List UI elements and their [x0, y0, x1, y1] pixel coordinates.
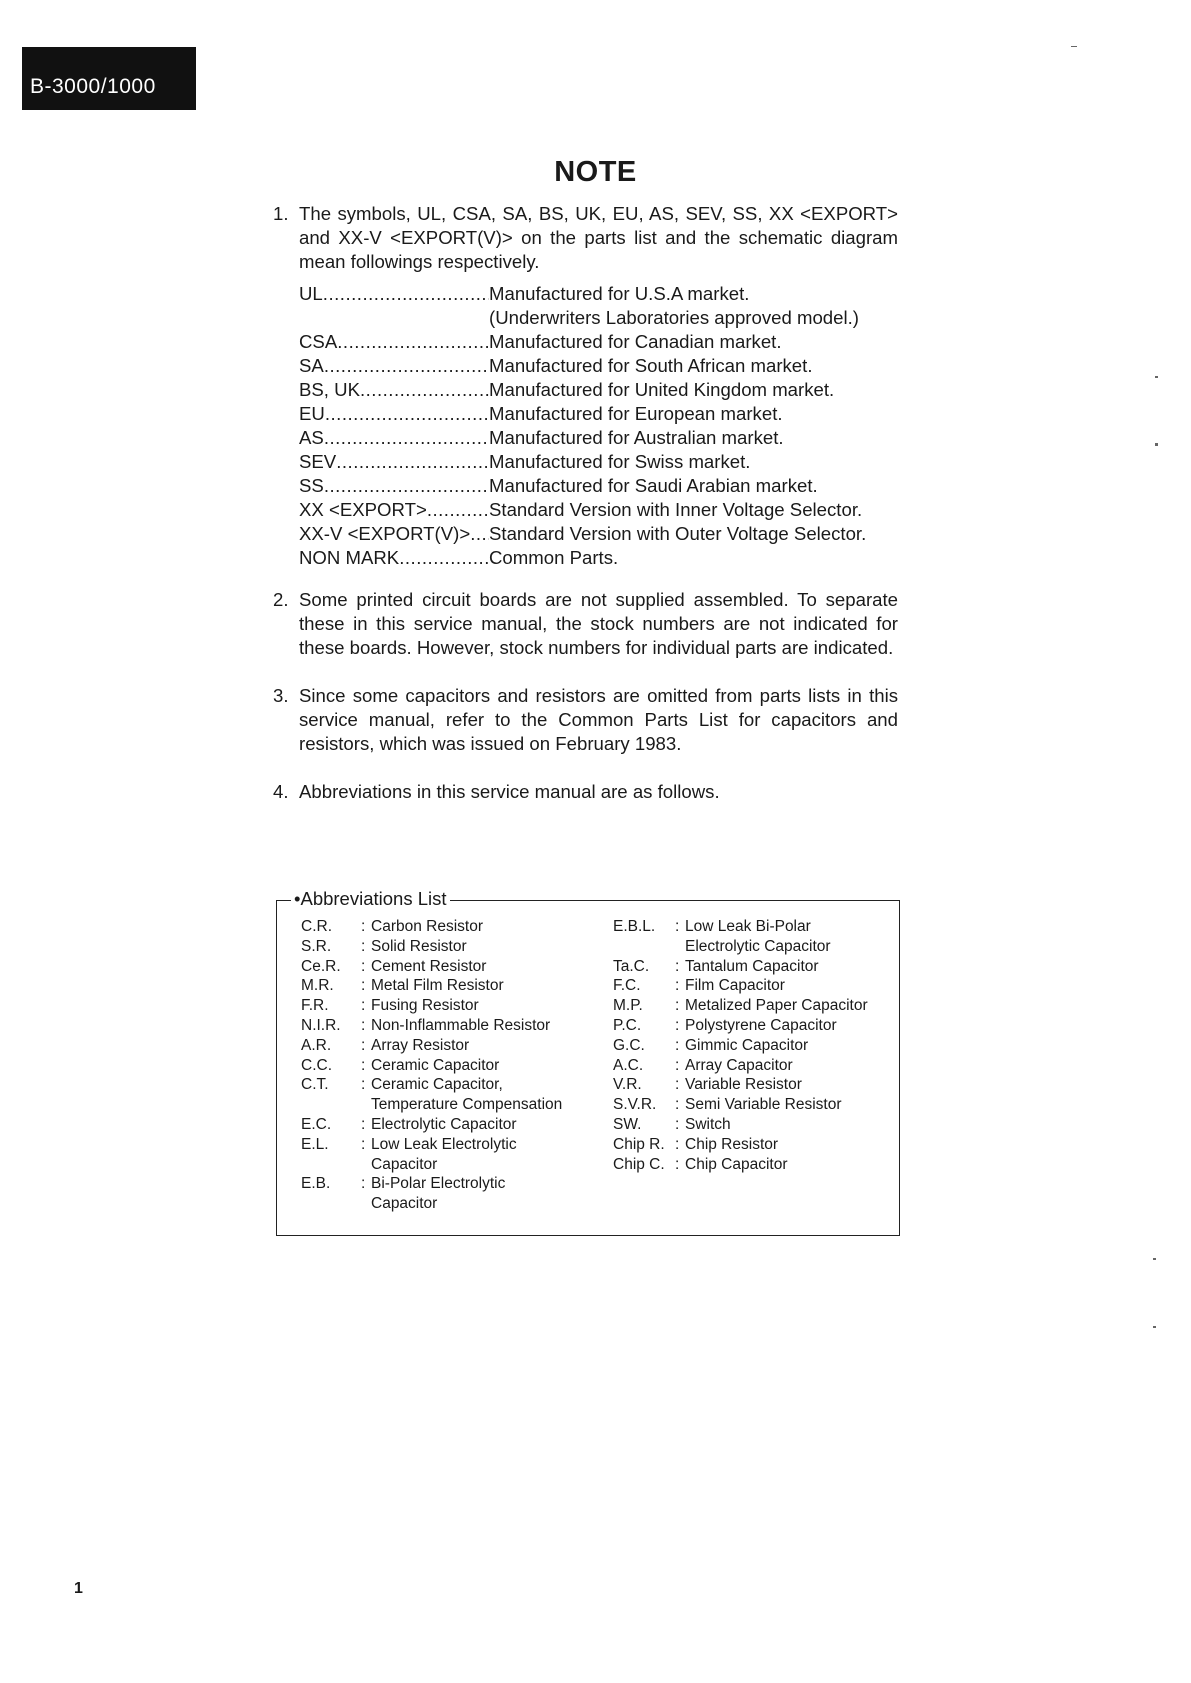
abbreviation-description: : Electrolytic Capacitor	[361, 1115, 601, 1135]
abbreviation-code: F.R.	[301, 997, 329, 1015]
abbreviation-row	[301, 917, 601, 937]
abbreviation-description: : Ceramic Capacitor,	[361, 1075, 601, 1095]
abbreviation-row	[301, 1016, 601, 1036]
symbol-row	[299, 426, 898, 450]
symbol-code: SEV	[299, 451, 337, 472]
symbol-row	[299, 378, 898, 402]
leader-dots	[336, 450, 489, 474]
abbreviation-entry	[301, 1075, 601, 1115]
abbreviation-description: : Film Capacitor	[675, 976, 893, 996]
abbreviation-description: : Gimmic Capacitor	[675, 1036, 893, 1056]
symbol-key	[299, 474, 489, 498]
abbreviation-description: : Solid Resistor	[361, 937, 601, 957]
abbreviation-code: Ce.R.	[301, 957, 341, 975]
abbreviation-description: : Metal Film Resistor	[361, 976, 601, 996]
symbol-meaning: Manufactured for Canadian market.	[489, 331, 782, 352]
symbol-code: SS	[299, 475, 324, 496]
abbreviation-row	[301, 1036, 601, 1056]
scan-speck	[1153, 1326, 1156, 1328]
symbol-key	[299, 306, 489, 330]
symbol-key	[299, 426, 489, 450]
symbol-meaning: (Underwriters Laboratories approved model.)	[489, 307, 859, 328]
abbreviation-entry	[613, 1036, 893, 1056]
symbol-key	[299, 330, 489, 354]
abbreviation-row-cont	[301, 1155, 601, 1175]
abbreviation-description: : Array Resistor	[361, 1036, 601, 1056]
symbol-code: XX <EXPORT>	[299, 499, 427, 520]
abbreviation-row-cont	[301, 1095, 601, 1115]
abbreviation-row-cont	[301, 1194, 601, 1214]
symbol-code: XX-V <EXPORT(V)>	[299, 523, 471, 544]
scan-speck	[1155, 443, 1158, 446]
scan-speck	[1153, 1258, 1156, 1260]
note-item-2	[273, 588, 898, 660]
abbreviation-entry	[613, 1095, 893, 1115]
abbreviation-code: E.B.L.	[613, 918, 656, 935]
abbreviation-entry	[301, 957, 601, 977]
symbol-row	[299, 282, 898, 306]
note-text: Some printed circuit boards are not supplied assembled. To separate these in this service manual, the stock numbers are not indicated for these boards. However, stock numbers for individual parts are indicated.	[299, 589, 898, 658]
abbreviation-description: : Cement Resistor	[361, 957, 601, 977]
abbreviation-code: S.R.	[301, 937, 332, 955]
abbreviation-code: M.R.	[301, 977, 334, 995]
abbreviation-code: A.C.	[613, 1056, 644, 1074]
abbreviation-row	[613, 996, 893, 1016]
abbreviation-entry	[613, 1155, 893, 1175]
abbreviation-row	[301, 1115, 601, 1135]
abbreviation-row	[301, 1056, 601, 1076]
note-text: Since some capacitors and resistors are omitted from parts lists in this service manual, refer to the Common Parts List for capacitors and resistors, which was issued on February 1983.	[299, 685, 898, 754]
abbreviation-entry	[613, 1056, 893, 1076]
abbreviation-description: : Tantalum Capacitor	[675, 957, 893, 977]
leader-dots	[324, 474, 489, 498]
symbol-meaning: Manufactured for United Kingdom market.	[489, 379, 835, 400]
notes-content	[273, 202, 898, 804]
symbol-code: AS	[299, 427, 324, 448]
abbreviation-description: : Array Capacitor	[675, 1056, 893, 1076]
abbreviation-row	[301, 1135, 601, 1155]
abbreviation-description: : Chip Capacitor	[675, 1155, 893, 1175]
abbreviation-row	[613, 976, 893, 996]
symbol-table	[299, 282, 898, 570]
abbreviation-code: V.R.	[613, 1076, 642, 1094]
abbreviation-description: : Low Leak Bi-Polar	[675, 917, 893, 937]
abbreviation-entry	[301, 1016, 601, 1036]
abbreviation-description: : Bi-Polar Electrolytic	[361, 1174, 601, 1194]
note-number: 4.	[273, 781, 289, 802]
abbreviation-description: : Ceramic Capacitor	[361, 1056, 601, 1076]
symbol-row	[299, 474, 898, 498]
abbreviation-entry	[301, 1036, 601, 1056]
abbreviation-row	[301, 996, 601, 1016]
abbreviation-entry	[613, 957, 893, 977]
abbreviation-code: Chip C.	[613, 1155, 665, 1173]
abbreviations-legend: •Abbreviations List	[291, 887, 450, 911]
leader-dots	[324, 354, 489, 378]
scan-speck	[1071, 46, 1077, 47]
abbreviation-row	[301, 976, 601, 996]
abbreviation-code: E.B.	[301, 1175, 331, 1193]
symbol-meaning: Manufactured for South African market.	[489, 355, 813, 376]
model-header-tab	[22, 47, 196, 110]
abbreviation-description: : Polystyrene Capacitor	[675, 1016, 893, 1036]
page-number: 1	[74, 1580, 83, 1597]
abbreviation-description-cont: Electrolytic Capacitor	[685, 937, 831, 955]
abbreviation-row	[613, 1016, 893, 1036]
abbreviation-code: F.C.	[613, 977, 641, 995]
note-item-4	[273, 780, 898, 804]
abbreviation-code: A.R.	[301, 1036, 332, 1054]
note-item-3	[273, 684, 898, 756]
symbol-key	[299, 354, 489, 378]
symbol-meaning: Manufactured for European market.	[489, 403, 783, 424]
symbol-meaning: Manufactured for U.S.A market.	[489, 283, 750, 304]
abbreviation-row	[613, 1115, 893, 1135]
note-number: 1.	[273, 203, 289, 224]
leader-dots	[399, 546, 489, 570]
note-text: Abbreviations in this service manual are as follows.	[299, 781, 720, 802]
abbreviation-description: : Non-Inflammable Resistor	[361, 1016, 601, 1036]
abbreviation-row	[613, 957, 893, 977]
abbreviation-description: : Semi Variable Resistor	[675, 1095, 893, 1115]
symbol-row	[299, 402, 898, 426]
abbreviation-row	[301, 957, 601, 977]
abbreviation-description-cont: Capacitor	[371, 1155, 438, 1173]
abbreviation-description: : Carbon Resistor	[361, 917, 601, 937]
abbreviation-entry	[613, 1016, 893, 1036]
symbol-meaning: Manufactured for Swiss market.	[489, 451, 751, 472]
leader-dots	[360, 378, 489, 402]
abbreviation-row	[613, 1056, 893, 1076]
abbreviation-code-spacer	[613, 937, 675, 957]
abbreviation-row	[301, 1075, 601, 1095]
abbreviation-entry	[613, 996, 893, 1016]
symbol-meaning: Manufactured for Saudi Arabian market.	[489, 475, 818, 496]
symbol-meaning: Manufactured for Australian market.	[489, 427, 784, 448]
abbreviation-code: S.V.R.	[613, 1096, 657, 1114]
symbol-key	[299, 378, 489, 402]
symbol-row	[299, 522, 898, 546]
abbreviation-row	[613, 1135, 893, 1155]
abbreviation-code: P.C.	[613, 1016, 642, 1034]
symbol-meaning: Standard Version with Outer Voltage Selector.	[489, 523, 867, 544]
symbol-code: SA	[299, 355, 324, 376]
symbol-key	[299, 282, 489, 306]
leader-dots	[323, 282, 489, 306]
model-label: B-3000/1000	[30, 74, 156, 98]
leader-dots	[324, 426, 489, 450]
abbreviation-code: M.P.	[613, 997, 643, 1015]
symbol-meaning: Common Parts.	[489, 547, 619, 568]
abbreviation-row	[613, 1095, 893, 1115]
abbreviation-entry	[613, 976, 893, 996]
abbreviation-code: C.T.	[301, 1076, 329, 1094]
abbreviation-code-spacer	[301, 1095, 361, 1115]
abbreviations-right-column	[613, 917, 893, 1174]
abbreviation-entry	[613, 1115, 893, 1135]
abbreviation-code: Ta.C.	[613, 957, 650, 975]
leader-dots	[337, 330, 489, 354]
note-item-1	[273, 202, 898, 570]
abbreviation-entry	[301, 937, 601, 957]
abbreviation-description-cont: Capacitor	[371, 1195, 438, 1213]
abbreviation-row	[613, 1075, 893, 1095]
abbreviation-entry	[613, 1135, 893, 1155]
abbreviation-entry	[301, 1056, 601, 1076]
symbol-row	[299, 546, 898, 570]
abbreviation-code: C.R.	[301, 918, 332, 935]
symbol-row	[299, 330, 898, 354]
symbol-key	[299, 498, 489, 522]
abbreviation-description-cont: Temperature Compensation	[371, 1096, 563, 1114]
symbol-row	[299, 354, 898, 378]
note-number: 2.	[273, 589, 289, 610]
abbreviations-left-column	[301, 917, 601, 1214]
symbol-key	[299, 546, 489, 570]
symbol-row	[299, 450, 898, 474]
abbreviation-entry	[301, 976, 601, 996]
abbreviation-code: Chip R.	[613, 1135, 665, 1153]
abbreviation-code: E.C.	[301, 1115, 332, 1133]
leader-dots	[470, 522, 489, 546]
abbreviation-description: : Metalized Paper Capacitor	[675, 996, 893, 1016]
abbreviation-entry	[613, 1075, 893, 1095]
abbreviation-description: : Chip Resistor	[675, 1135, 893, 1155]
abbreviation-description: : Switch	[675, 1115, 893, 1135]
abbreviation-entry	[301, 1174, 601, 1214]
abbreviation-entry	[301, 917, 601, 937]
abbreviations-list	[276, 888, 900, 1236]
abbreviation-code: N.I.R.	[301, 1016, 341, 1034]
abbreviation-code: C.C.	[301, 1056, 332, 1074]
abbreviation-code: G.C.	[613, 1036, 645, 1054]
abbreviation-row	[613, 917, 893, 937]
abbreviation-code-spacer	[301, 1194, 361, 1214]
abbreviation-row	[301, 937, 601, 957]
symbol-key	[299, 522, 489, 546]
symbol-key	[299, 450, 489, 474]
symbol-code: NON MARK	[299, 547, 400, 568]
abbreviation-description: : Low Leak Electrolytic	[361, 1135, 601, 1155]
symbol-key	[299, 402, 489, 426]
leader-dots	[427, 498, 489, 522]
symbol-row	[299, 306, 898, 330]
abbreviation-row	[301, 1174, 601, 1194]
symbol-meaning: Standard Version with Inner Voltage Selector.	[489, 499, 863, 520]
abbreviation-code: E.L.	[301, 1135, 329, 1153]
abbreviation-entry	[301, 1135, 601, 1175]
abbreviation-description: : Fusing Resistor	[361, 996, 601, 1016]
abbreviation-row	[613, 1036, 893, 1056]
symbol-row	[299, 498, 898, 522]
note-text: The symbols, UL, CSA, SA, BS, UK, EU, AS, SEV, SS, XX <EXPORT> and XX-V <EXPORT(V)> on the parts list and the schematic diagram mean followings respectively.	[299, 203, 898, 272]
abbreviation-row	[613, 1155, 893, 1175]
abbreviation-description: : Variable Resistor	[675, 1075, 893, 1095]
abbreviation-row-cont	[613, 937, 893, 957]
abbreviation-entry	[301, 996, 601, 1016]
scan-speck	[1155, 376, 1158, 378]
abbreviation-code-spacer	[301, 1155, 361, 1175]
symbol-code: EU	[299, 403, 325, 424]
abbreviation-entry	[301, 1115, 601, 1135]
symbol-code: UL	[299, 283, 323, 304]
note-number: 3.	[273, 685, 289, 706]
abbreviation-entry	[613, 917, 893, 957]
symbol-code: CSA	[299, 331, 338, 352]
page-title: NOTE	[554, 156, 637, 188]
leader-dots	[325, 402, 489, 426]
symbol-code: BS, UK	[299, 379, 360, 400]
abbreviation-code: SW.	[613, 1115, 642, 1133]
